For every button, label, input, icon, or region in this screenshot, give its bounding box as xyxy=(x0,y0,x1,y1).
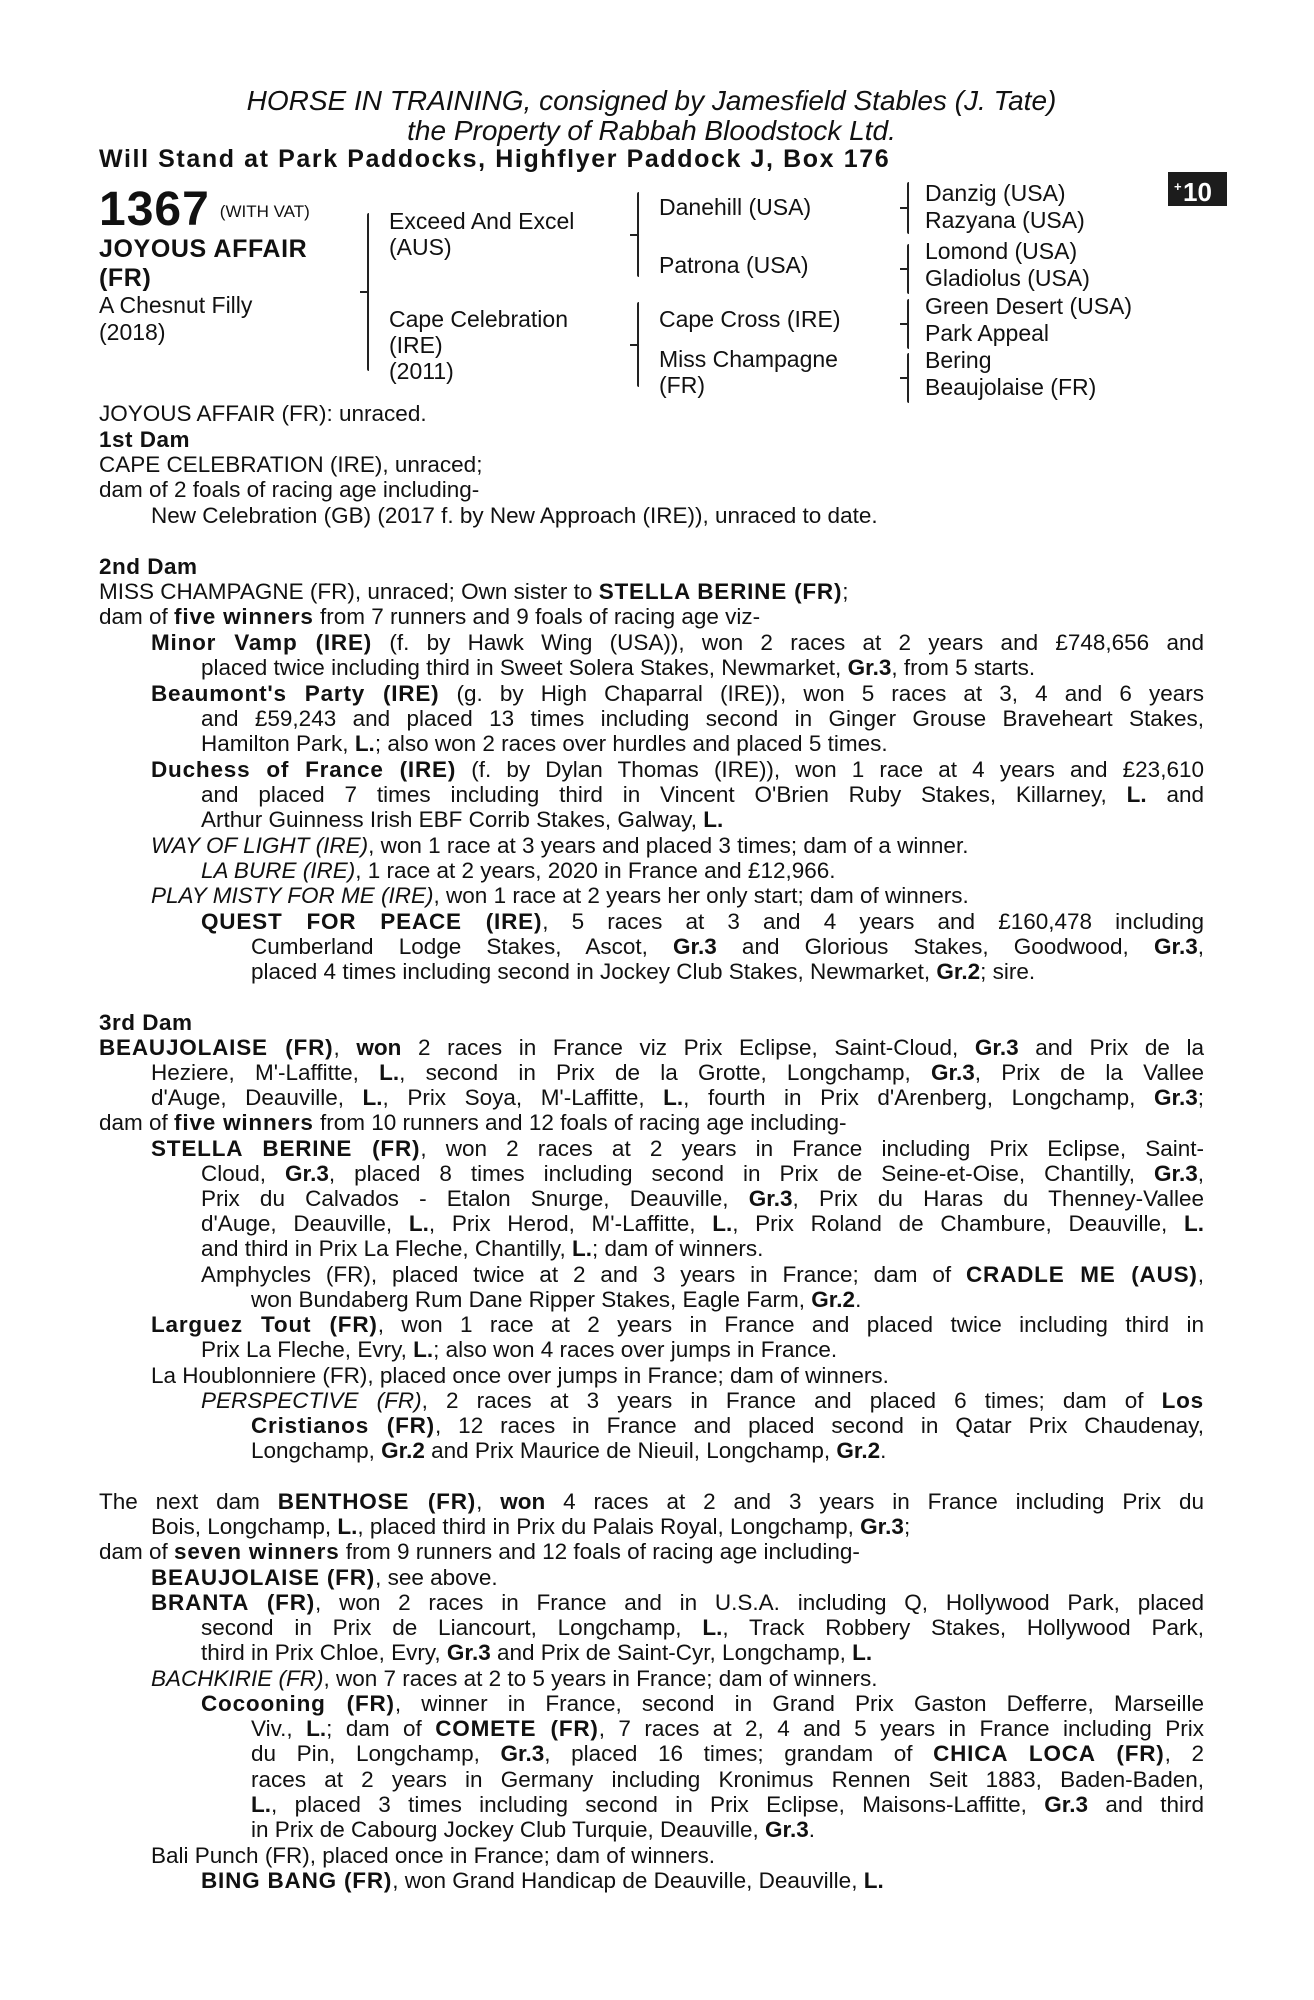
grade: Gr.3 xyxy=(500,1741,545,1766)
text-run: ; xyxy=(842,579,849,604)
pedigree-ss: Danehill (USA) xyxy=(659,194,812,220)
horse-ref: BING BANG (FR) xyxy=(201,1868,393,1893)
pedigree-line: Cape Celebration xyxy=(389,306,569,332)
pedigree-sire xyxy=(389,208,574,260)
text-line xyxy=(201,1868,884,1894)
horse-ref: BENTHOSE (FR) xyxy=(277,1489,477,1514)
text-line xyxy=(201,807,723,833)
text-line xyxy=(251,1716,1204,1742)
text-line xyxy=(151,757,1204,783)
horse-ref: PLAY MISTY FOR ME (IRE) xyxy=(151,883,434,908)
text-line xyxy=(151,883,969,909)
text-line xyxy=(151,1136,1204,1162)
grade: L. xyxy=(863,1868,884,1893)
badge-number: 10 xyxy=(1183,177,1212,207)
text-run: , placed 8 times including second in Prix de Seine-et-Oise, Chantilly, xyxy=(328,1161,1154,1186)
horse-ref: BEAUJOLAISE (FR) xyxy=(151,1565,376,1590)
text-run: , xyxy=(476,1489,501,1514)
grade: L. xyxy=(572,1236,593,1261)
horse-ref: Los xyxy=(1161,1388,1204,1413)
grade: Gr.3 xyxy=(847,655,892,680)
pedigree-line: (FR) xyxy=(659,372,705,398)
text-run: , 2 races at 3 years in France and placed 6 times; dam of xyxy=(421,1388,1162,1413)
horse-ref: COMETE (FR) xyxy=(435,1716,599,1741)
text-run: ; dam of xyxy=(326,1716,436,1741)
grade: L. xyxy=(354,731,375,756)
pedigree-line: (2011) xyxy=(389,358,454,384)
text-line: New Celebration (GB) (2017 f. by New Approach (IRE)), unraced to date. xyxy=(151,503,878,528)
horse-ref: BACHKIRIE (FR) xyxy=(151,1666,324,1691)
text-line xyxy=(99,1539,860,1565)
race-record: JOYOUS AFFAIR (FR): unraced. xyxy=(99,401,427,426)
text-run: Longchamp, xyxy=(251,1438,382,1463)
text-run: dam of xyxy=(99,1539,175,1564)
text-line: races at 2 years in Germany including Kronimus Rennen Seit 1883, Baden-Baden, xyxy=(251,1767,1204,1792)
emphasis: seven winners xyxy=(174,1539,340,1564)
grade: Gr.2 xyxy=(936,959,981,984)
text-run: placed 4 times including second in Jockey Club Stakes, Newmarket, xyxy=(251,959,937,984)
grade: L. xyxy=(408,1211,429,1236)
pedigree-dd xyxy=(659,346,838,398)
pedigree-sdd: Gladiolus (USA) xyxy=(925,265,1090,291)
grade: Gr.3 xyxy=(1044,1792,1089,1817)
text-line xyxy=(201,858,836,884)
text-line xyxy=(201,1337,837,1363)
text-line xyxy=(99,1110,847,1136)
text-run: dam of xyxy=(99,1110,175,1135)
text-run: Bois, Longchamp, xyxy=(151,1514,338,1539)
text-line xyxy=(99,604,760,630)
horse-desc-line: (2018) xyxy=(99,319,166,345)
text-run: , see above. xyxy=(375,1565,498,1590)
text-line xyxy=(151,1085,1204,1111)
text-run: , won 2 races in France and in U.S.A. including Q, Hollywood Park, placed xyxy=(315,1590,1204,1615)
pedigree-brace-tip xyxy=(900,377,908,379)
text-line xyxy=(251,959,1035,985)
grade: Gr.3 xyxy=(930,1060,975,1085)
grade: L. xyxy=(702,1615,723,1640)
text-run: and third in Prix La Fleche, Chantilly, xyxy=(201,1236,573,1261)
text-line xyxy=(201,1186,1204,1212)
text-run: and placed 7 times including third in Vincent O'Brien Ruby Stakes, Killarney, xyxy=(201,782,1127,807)
text-run: , placed third in Prix du Palais Royal, Longchamp, xyxy=(357,1514,861,1539)
grade: Gr.3 xyxy=(446,1640,491,1665)
lot-number: 1367 xyxy=(99,183,210,236)
text-line xyxy=(151,681,1204,707)
text-run: dam of xyxy=(99,604,175,629)
grade: L. xyxy=(663,1085,684,1110)
text-line xyxy=(151,630,1204,656)
horse-ref: Duchess of France (IRE) xyxy=(151,757,457,782)
text-line xyxy=(201,1388,1204,1414)
text-line xyxy=(251,1792,1204,1818)
horse-name-line: (FR) xyxy=(99,264,152,292)
emphasis: won xyxy=(356,1035,402,1060)
grade: Gr.3 xyxy=(860,1514,904,1539)
text-run: , 12 races in France and placed second in Qatar Prix Chaudenay, xyxy=(434,1413,1204,1438)
text-run: , winner in France, second in Grand Prix Gaston Defferre, Marseille xyxy=(394,1691,1205,1716)
text-line xyxy=(201,1262,1204,1288)
section-heading: 1st Dam xyxy=(99,427,191,452)
text-run: 2 races in France viz Prix Eclipse, Saint-Cloud, xyxy=(401,1035,975,1060)
text-line xyxy=(201,1615,1204,1641)
text-run: and Glorious Stakes, Goodwood, xyxy=(716,934,1154,959)
grade: L. xyxy=(712,1211,733,1236)
text-run: d'Auge, Deauville, xyxy=(151,1085,363,1110)
text-line xyxy=(201,1640,872,1666)
text-run: , from 5 starts. xyxy=(891,655,1036,680)
horse-ref: STELLA BERINE (FR) xyxy=(598,579,843,604)
pedigree-brace-tip xyxy=(900,268,908,270)
pedigree-ddd: Beaujolaise (FR) xyxy=(925,374,1097,400)
text-run: third in Prix Chloe, Evry, xyxy=(201,1640,447,1665)
grade: L. xyxy=(1126,782,1147,807)
pedigree-ssd: Razyana (USA) xyxy=(925,207,1085,233)
grade: Gr.3 xyxy=(1153,934,1198,959)
text-line xyxy=(201,909,1204,935)
text-run: Arthur Guinness Irish EBF Corrib Stakes, Galway, xyxy=(201,807,704,832)
text-line xyxy=(251,934,1204,960)
text-run: Heziere, M'-Laffitte, xyxy=(151,1060,380,1085)
text-line xyxy=(201,1691,1204,1717)
text-run: , fourth in Prix d'Arenberg, Longchamp, xyxy=(683,1085,1154,1110)
text-run: Cloud, xyxy=(201,1161,286,1186)
text-line xyxy=(151,1312,1204,1338)
horse-ref: BEAUJOLAISE (FR) xyxy=(99,1035,334,1060)
text-run: (f. by Hawk Wing (USA)), won 2 races at 2 years and £748,656 and xyxy=(372,630,1204,655)
text-run: from 9 runners and 12 foals of racing age including- xyxy=(339,1539,860,1564)
grade: Gr.3 xyxy=(748,1186,793,1211)
text-line xyxy=(151,1514,910,1540)
text-line xyxy=(151,1666,878,1692)
text-run: Viv., xyxy=(251,1716,307,1741)
text-run: , xyxy=(1197,1262,1204,1287)
text-run: , xyxy=(1197,934,1204,959)
vat-label: (WITH VAT) xyxy=(219,202,310,221)
text-line xyxy=(201,1161,1204,1187)
text-run: , Prix Soya, M'-Laffitte, xyxy=(382,1085,664,1110)
text-line xyxy=(201,782,1204,808)
text-line: CAPE CELEBRATION (IRE), unraced; xyxy=(99,452,483,477)
text-run: ; also won 2 races over hurdles and placed 5 times. xyxy=(374,731,888,756)
grade: L. xyxy=(362,1085,383,1110)
horse-name xyxy=(99,235,349,293)
text-run: and Prix de la xyxy=(1018,1035,1204,1060)
grade: Gr.3 xyxy=(974,1035,1019,1060)
grade: L. xyxy=(379,1060,400,1085)
text-run: . xyxy=(808,1817,816,1842)
grade: L. xyxy=(337,1514,358,1539)
text-run: , 2 xyxy=(1164,1741,1204,1766)
text-line xyxy=(151,1590,1204,1616)
text-run: du Pin, Longchamp, xyxy=(251,1741,501,1766)
horse-ref: CHICA LOCA (FR) xyxy=(933,1741,1165,1766)
text-run: ; xyxy=(1197,1085,1205,1110)
text-line xyxy=(99,579,849,605)
grade: Gr.3 xyxy=(285,1161,329,1186)
badge-plus: + xyxy=(1174,179,1182,194)
horse-ref: CRADLE ME (AUS) xyxy=(965,1262,1198,1287)
text-run: (f. by Dylan Thomas (IRE)), won 1 race at 4 years and £23,610 xyxy=(456,757,1204,782)
text-run: ; xyxy=(903,1514,911,1539)
text-line xyxy=(251,1817,815,1843)
pedigree-dsd: Park Appeal xyxy=(925,320,1050,346)
grade: Gr.3 xyxy=(1153,1085,1198,1110)
lot-number-block xyxy=(99,184,310,236)
horse-ref: STELLA BERINE (FR) xyxy=(151,1136,421,1161)
pedigree-dds: Bering xyxy=(925,347,992,373)
grade: Gr.3 xyxy=(673,934,717,959)
grade: Gr.3 xyxy=(1153,1161,1198,1186)
text-line xyxy=(151,1565,498,1591)
catalogue-page xyxy=(99,0,1204,2000)
pedigree-brace-tip xyxy=(630,344,638,346)
pedigree-dss: Green Desert (USA) xyxy=(925,293,1133,319)
horse-ref: Minor Vamp (IRE) xyxy=(151,630,373,655)
grade: Gr.2 xyxy=(836,1438,881,1463)
text-run: The next dam xyxy=(99,1489,278,1514)
text-run: , Prix du Haras du Thenney-Vallee xyxy=(792,1186,1205,1211)
horse-ref: LA BURE (IRE) xyxy=(201,858,356,883)
section-heading: 3rd Dam xyxy=(99,1010,193,1035)
pedigree-ds: Cape Cross (IRE) xyxy=(659,306,841,332)
text-line xyxy=(151,1060,1204,1086)
text-run: Cumberland Lodge Stakes, Ascot, xyxy=(251,934,674,959)
pedigree-dam xyxy=(389,306,568,384)
consignor-line: HORSE IN TRAINING, consigned by Jamesfield Stables (J. Tate) xyxy=(246,85,1057,116)
horse-ref: PERSPECTIVE (FR) xyxy=(201,1388,422,1413)
text-run: MISS CHAMPAGNE (FR), unraced; Own sister to xyxy=(99,579,599,604)
text-run: , won 2 races at 2 years in France including Prix Eclipse, Saint- xyxy=(420,1136,1204,1161)
text-run: and xyxy=(1146,782,1204,807)
horse-description xyxy=(99,292,319,346)
text-run: , Prix de la Vallee xyxy=(974,1060,1204,1085)
text-run: . xyxy=(880,1438,887,1463)
text-run: . xyxy=(855,1287,862,1312)
text-run: in Prix de Cabourg Jockey Club Turquie, Deauville, xyxy=(251,1817,766,1842)
text-line: Bali Punch (FR), placed once in France; dam of winners. xyxy=(151,1843,716,1868)
text-line: and £59,243 and placed 13 times including second in Ginger Grouse Braveheart Stakes, xyxy=(201,706,1204,731)
text-run: and Prix Maurice de Nieuil, Longchamp, xyxy=(424,1438,837,1463)
text-run: and Prix de Saint-Cyr, Longchamp, xyxy=(490,1640,853,1665)
text-run: , placed 16 times; grandam of xyxy=(544,1741,934,1766)
text-line xyxy=(201,655,1035,681)
text-run: from 10 runners and 12 foals of racing age including- xyxy=(313,1110,847,1135)
text-run: , placed 3 times including second in Prix Eclipse, Maisons-Laffitte, xyxy=(271,1792,1045,1817)
text-run: ; sire. xyxy=(980,959,1036,984)
pedigree-sds: Lomond (USA) xyxy=(925,238,1078,264)
text-line: dam of 2 foals of racing age including- xyxy=(99,477,480,502)
text-run: (g. by High Chaparral (IRE)), won 5 races at 3, 4 and 6 years xyxy=(439,681,1204,706)
text-line xyxy=(201,731,888,757)
horse-ref: WAY OF LIGHT (IRE) xyxy=(151,833,369,858)
horse-ref: Beaumont's Party (IRE) xyxy=(151,681,440,706)
grade: L. xyxy=(251,1792,271,1817)
grade: L. xyxy=(703,807,724,832)
grade: Gr.2 xyxy=(811,1287,856,1312)
text-run: , Track Robbery Stakes, Hollywood Park, xyxy=(722,1615,1205,1640)
text-run: , won 1 race at 3 years and placed 3 times; dam of a winner. xyxy=(368,833,969,858)
pedigree-line: (IRE) xyxy=(389,332,443,358)
horse-ref: BRANTA (FR) xyxy=(151,1590,316,1615)
text-line xyxy=(151,833,968,859)
text-run: , 5 races at 3 and 4 years and £160,478 including xyxy=(542,909,1204,934)
grade: Gr.2 xyxy=(381,1438,425,1463)
text-run: 4 races at 2 and 3 years in France including Prix du xyxy=(545,1489,1204,1514)
emphasis: five winners xyxy=(174,1110,314,1135)
text-run: placed twice including third in Sweet Solera Stakes, Newmarket, xyxy=(201,655,848,680)
text-run: , won 7 races at 2 to 5 years in France; dam of winners. xyxy=(323,1666,878,1691)
text-line xyxy=(99,1489,1204,1515)
horse-ref: Cocooning (FR) xyxy=(201,1691,395,1716)
horse-desc-line: A Chesnut Filly xyxy=(99,292,253,318)
property-line: the Property of Rabbah Bloodstock Ltd. xyxy=(407,115,896,146)
text-run: second in Prix de Liancourt, Longchamp, xyxy=(201,1615,703,1640)
horse-ref: QUEST FOR PEACE (IRE) xyxy=(201,909,543,934)
lot-badge xyxy=(1168,172,1227,206)
pedigree-brace-tip xyxy=(900,323,908,325)
grade: L. xyxy=(1183,1211,1204,1236)
text-run: and third xyxy=(1088,1792,1204,1817)
text-run: , won 1 race at 2 years her only start; dam of winners. xyxy=(433,883,969,908)
text-run: Hamilton Park, xyxy=(201,731,355,756)
emphasis: five winners xyxy=(174,604,314,629)
text-run: ; also won 4 races over jumps in France. xyxy=(433,1337,838,1362)
horse-ref: Larguez Tout (FR) xyxy=(151,1312,378,1337)
text-line: BEAUJOLAISE (FR), won 2 races in France viz Prix Eclipse, Saint-Cloud, Gr.3 and Prix de la xyxy=(99,1035,1204,1060)
text-run: , 1 race at 2 years, 2020 in France and £12,966. xyxy=(355,858,836,883)
pedigree-brace-tip xyxy=(360,291,368,293)
text-line xyxy=(251,1741,1204,1767)
text-run: d'Auge, Deauville, xyxy=(201,1211,409,1236)
stand-location: Will Stand at Park Paddocks, Highflyer Paddock J, Box 176 xyxy=(99,145,891,173)
text-run: Prix du Calvados - Etalon Snurge, Deauville, xyxy=(201,1186,749,1211)
grade: L. xyxy=(306,1716,327,1741)
pedigree-sd: Patrona (USA) xyxy=(659,252,809,278)
section-heading: 2nd Dam xyxy=(99,554,198,579)
text-line xyxy=(201,1236,763,1262)
text-run: , Prix Roland de Chambure, Deauville, xyxy=(732,1211,1184,1236)
pedigree-line: (AUS) xyxy=(389,234,452,260)
text-run: won Bundaberg Rum Dane Ripper Stakes, Eagle Farm, xyxy=(251,1287,812,1312)
text-run: , won 1 race at 2 years in France and placed twice including third in xyxy=(377,1312,1204,1337)
text-line xyxy=(251,1413,1204,1439)
text-run: , Prix Herod, M'-Laffitte, xyxy=(428,1211,713,1236)
grade: L. xyxy=(852,1640,873,1665)
pedigree-line: Miss Champagne xyxy=(659,346,838,372)
text-run: , 7 races at 2, 4 and 5 years in France including Prix xyxy=(598,1716,1204,1741)
text-run: , won Grand Handicap de Deauville, Deauville, xyxy=(392,1868,864,1893)
pedigree-sss: Danzig (USA) xyxy=(925,180,1066,206)
grade: L. xyxy=(413,1337,434,1362)
pedigree-brace-tip xyxy=(900,207,908,209)
text-run: , xyxy=(1197,1161,1205,1186)
pedigree-brace-tip xyxy=(630,234,638,236)
emphasis: won xyxy=(500,1489,546,1514)
text-run: , second in Prix de la Grotte, Longchamp, xyxy=(399,1060,931,1085)
grade: Gr.3 xyxy=(765,1817,809,1842)
text-line xyxy=(251,1287,861,1313)
text-run: Amphycles (FR), placed twice at 2 and 3 years in France; dam of xyxy=(201,1262,966,1287)
text-line: La Houblonniere (FR), placed once over jumps in France; dam of winners. xyxy=(151,1363,889,1388)
text-line xyxy=(201,1211,1204,1237)
horse-ref: Cristianos (FR) xyxy=(251,1413,435,1438)
horse-name-line: JOYOUS AFFAIR xyxy=(99,235,308,263)
pedigree-line: Exceed And Excel xyxy=(389,208,575,234)
text-run: from 7 runners and 9 foals of racing age viz- xyxy=(313,604,761,629)
text-run: ; dam of winners. xyxy=(592,1236,764,1261)
text-line xyxy=(251,1438,886,1464)
text-run: Prix La Fleche, Evry, xyxy=(201,1337,414,1362)
